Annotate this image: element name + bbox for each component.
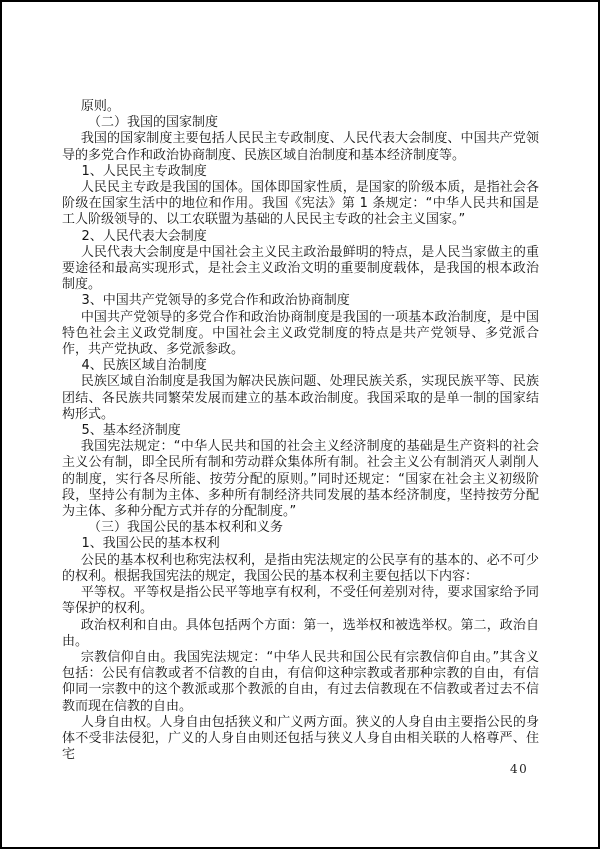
paragraph: 我国的国家制度主要包括人民民主专政制度、人民代表大会制度、中国共产党领导的多党合作和政治协商制度、民族区域自治制度和基本经济制度等。 (62, 131, 539, 163)
page-number: 40 (510, 762, 529, 776)
paragraph: 民族区域自治制度是我国为解决民族问题、处理民族关系，实现民族平等、民族团结、各民族共同繁荣发展而建立的基本政治制度。我国采取的是单一制的国家结构形式。 (62, 374, 539, 422)
paragraph: 人民代表大会制度是中国社会主义民主政治最鲜明的特点，是人民当家做主的重要途径和最高实现形式，是社会主义政治文明的重要制度载体，是我国的根本政治制度。 (62, 244, 539, 293)
sub-heading: 3、中国共产党领导的多党合作和政治协商制度 (81, 293, 350, 309)
paragraph: 我国宪法规定：“中华人民共和国的社会主义经济制度的基础是生产资料的社会主义公有制，即全民所有制和劳动群众集体所有制。社会主义公有制消灭人剥削人的制度，实行各尽所能、按劳分配的原则。”同时还规定：“国家在社会主义初级阶段，坚持公有制为主体、多种所有制经济共同发展的基本经济制度，坚持按劳分配为主体、多种分配方式并存的分配制度。” (62, 439, 539, 520)
paragraph: 人身自由权。人身自由包括狭义和广义两方面。狭义的人身自由主要指公民的身体不受非法侵犯，广义的人身自由则还包括与狭义人身自由相关联的人格尊严、住宅 (62, 714, 539, 763)
sub-heading: 4、民族区域自治制度 (81, 358, 207, 374)
paragraph: 平等权。平等权是指公民平等地享有权利，不受任何差别对待，要求国家给予同等保护的权利。 (62, 585, 539, 617)
sub-heading: 1、人民民主专政制度 (81, 163, 207, 179)
section-heading: （二）我国的国家制度 (88, 115, 219, 131)
body-text-block (62, 99, 539, 763)
paragraph: 中国共产党领导的多党合作和政治协商制度是我国的一项基本政治制度，是中国特色社会主义政党制度。中国社会主义政党制度的特点是共产党领导、多党派合作，共产党执政、多党派参政。 (62, 309, 539, 358)
paragraph: 政治权利和自由。具体包括两个方面：第一，选举权和被选举权。第二，政治自由。 (62, 617, 539, 649)
sub-heading: 1、我国公民的基本权利 (81, 536, 220, 552)
paragraph: 宗教信仰自由。我国宪法规定：“中华人民共和国公民有宗教信仰自由。”其含义包括：公民有信教或者不信教的自由，有信仰这种宗教或者那种宗教的自由，有信仰同一宗教中的这个教派或那个教派的自由，有过去信教现在不信教或者过去不信教而现在信教的自由。 (62, 649, 539, 714)
sub-heading: 5、基本经济制度 (81, 423, 181, 439)
paragraph: 人民民主专政是我国的国体。国体即国家性质，是国家的阶级本质，是指社会各阶级在国家生活中的地位和作用。我国《宪法》第 1 条规定：“中华人民共和国是工人阶级领导的、以工农联盟为基础的人民民主专政的社会主义国家。” (62, 180, 539, 228)
paragraph: 公民的基本权利也称宪法权利，是指由宪法规定的公民享有的基本的、必不可少的权利。根据我国宪法的规定，我国公民的基本权利主要包括以下内容： (62, 552, 539, 584)
paragraph-continuation: 原则。 (80, 99, 120, 114)
sub-heading: 2、人民代表大会制度 (81, 228, 207, 244)
section-heading: （三）我国公民的基本权利和义务 (88, 520, 284, 536)
